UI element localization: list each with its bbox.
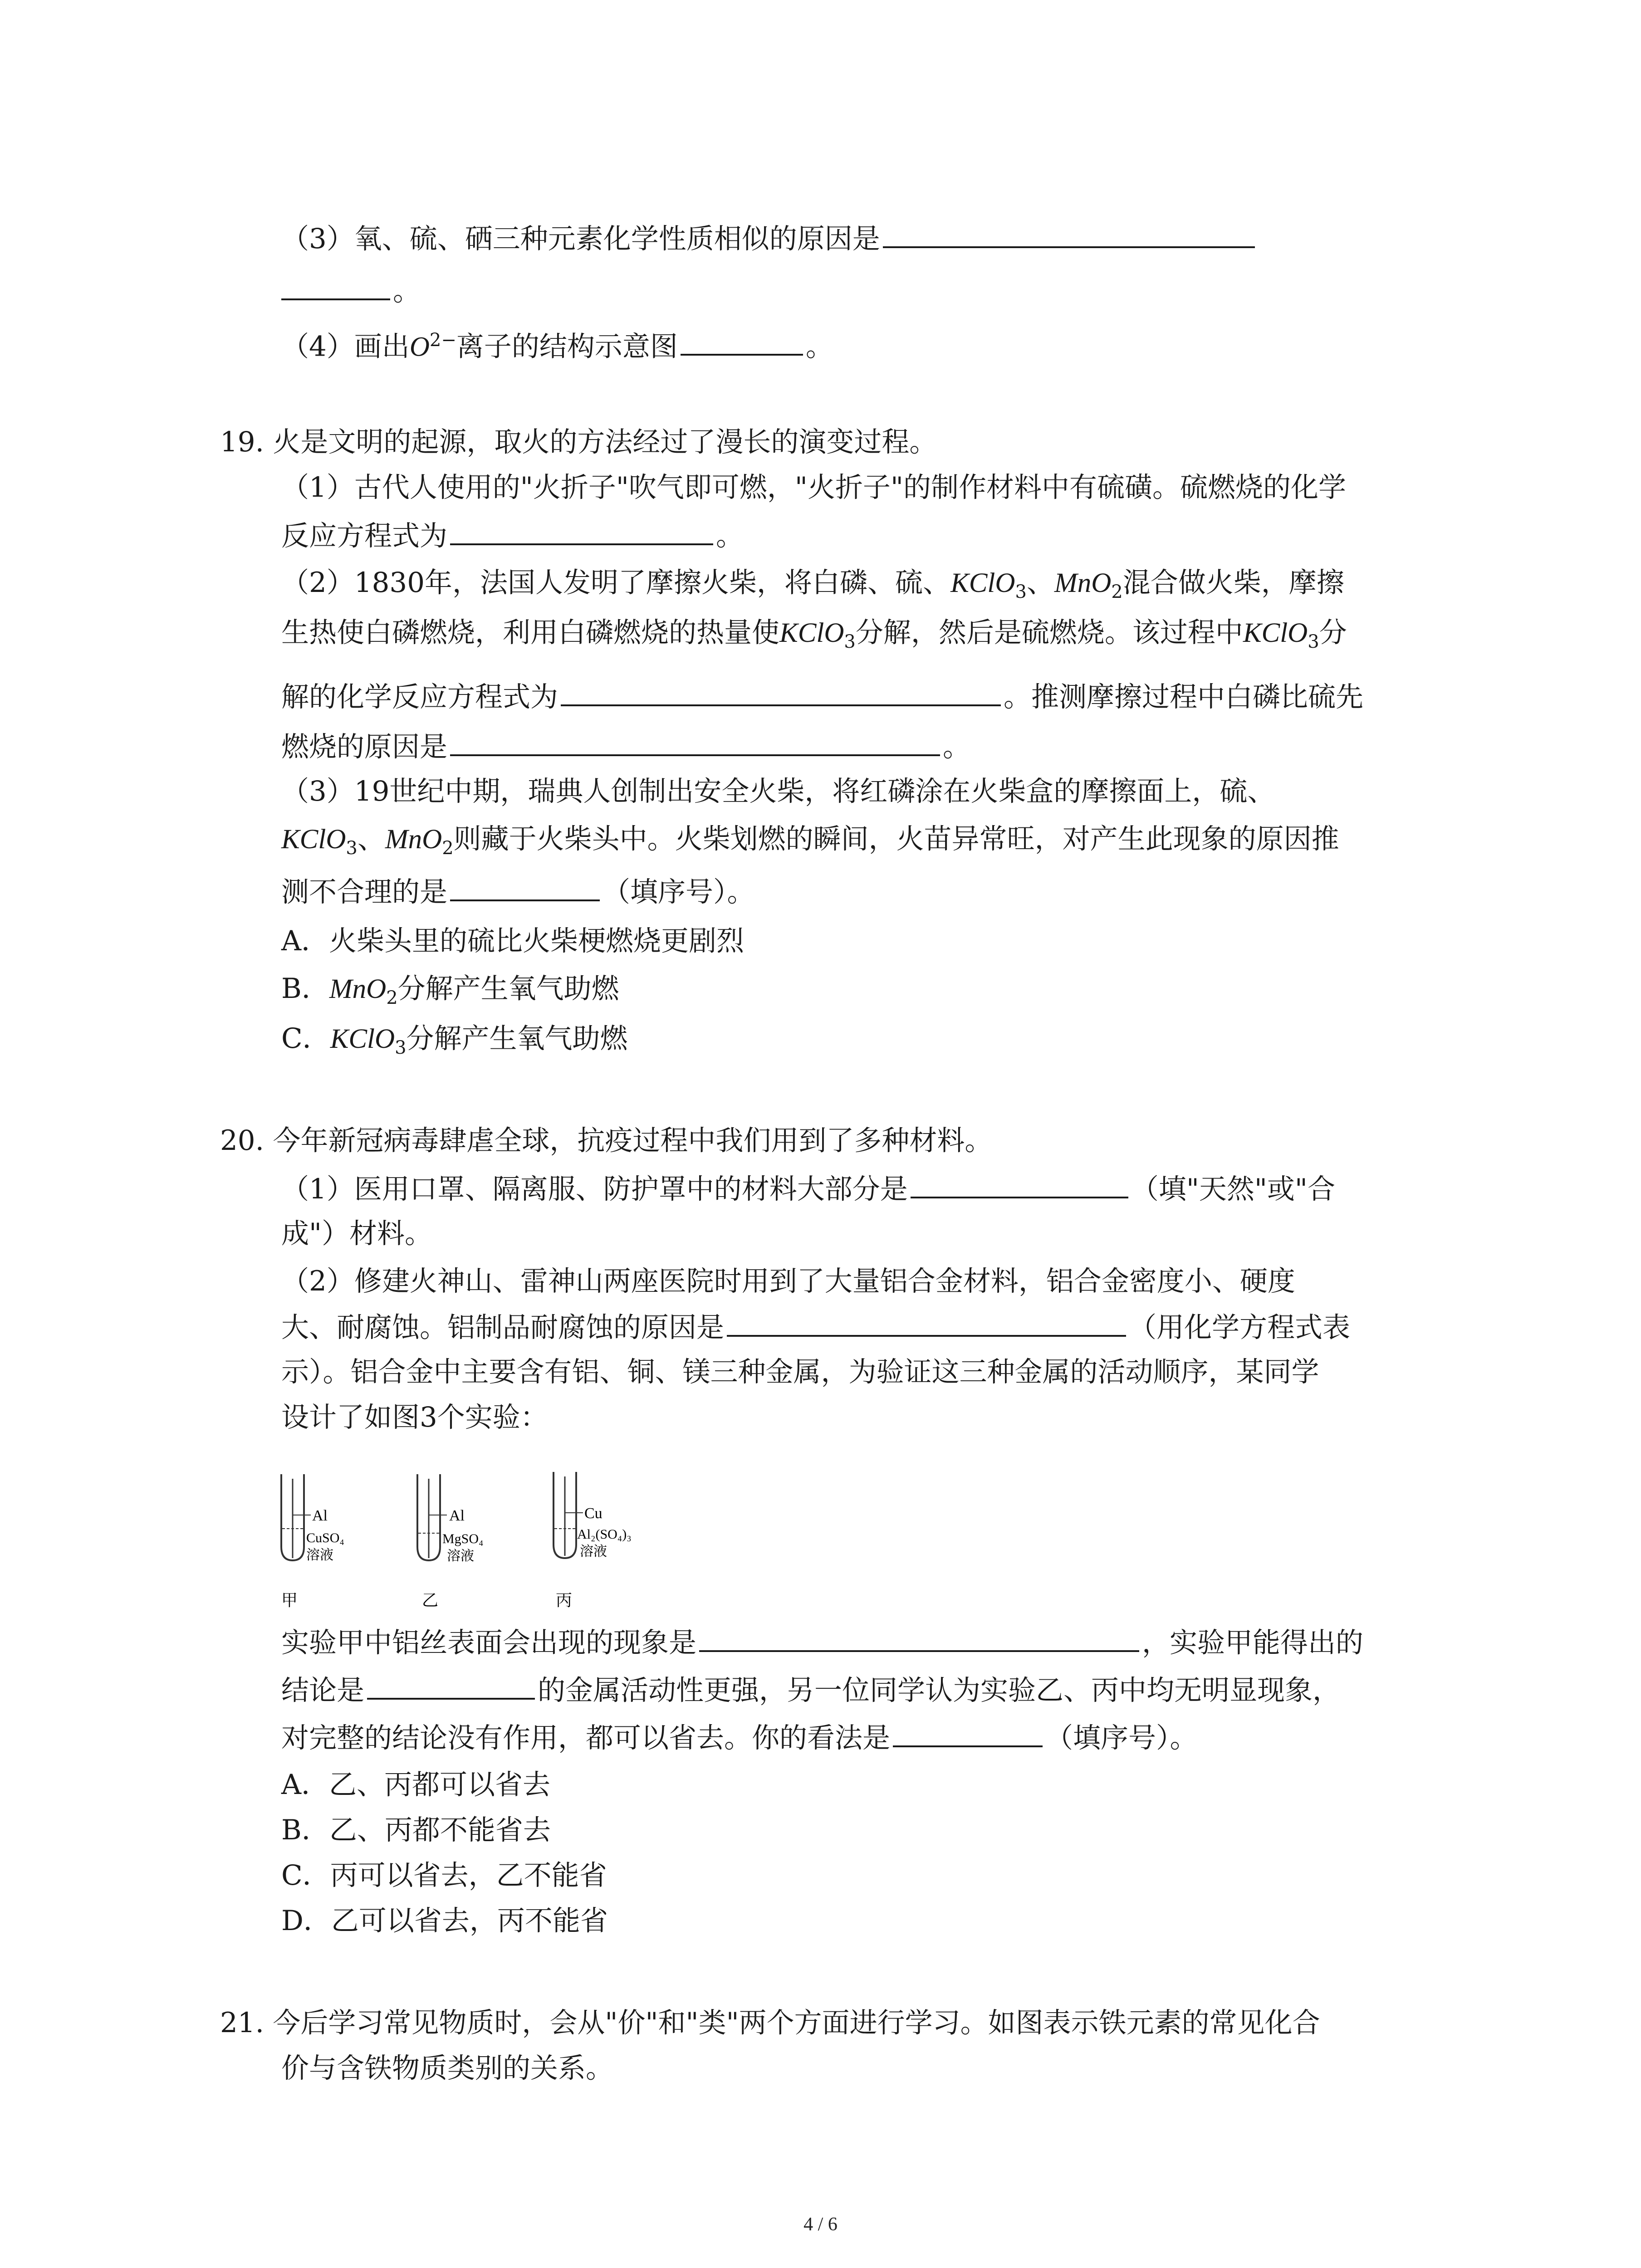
tube1-caption: 甲 <box>281 1591 298 1609</box>
q19-option-b: B．MnO$_2$分解产生氧气助燃 <box>281 973 619 1009</box>
q21-line2: 价与含铁物质类别的关系。 <box>281 2052 614 2084</box>
q21-line1: 21. 今后学习常见物质时，会从"价"和"类"两个方面进行学习。如图表示铁元素的常见化合 <box>220 2007 1320 2039</box>
q20-part3-line1: 实验甲中铝丝表面会出现的现象是 ，实验甲能得出的 <box>281 1624 1363 1661</box>
q20-part3-line2: 结论是 的金属活动性更强，另一位同学认为实验乙、丙中均无明显现象， <box>281 1672 1340 1709</box>
q20-part2-line1: （2）修建火神山、雷神山两座医院时用到了大量铝合金材料，铝合金密度小、硬度 <box>281 1265 1295 1297</box>
answer-blank[interactable] <box>883 220 1255 248</box>
tube2-solution-suffix: 溶液 <box>447 1549 474 1564</box>
q18-part3-line1: （3）氧、硫、硒三种元素化学性质相似的原因是 <box>281 220 1258 257</box>
q19-part3-line1: （3）19世纪中期，瑞典人创制出安全火柴，将红磷涂在火柴盒的摩擦面上，硫、 <box>281 775 1275 807</box>
test-tube-jia <box>281 1474 344 1609</box>
q20-option-b: B．乙、丙都不能省去 <box>281 1814 551 1846</box>
q20-option-c: C．丙可以省去，乙不能省 <box>281 1859 607 1892</box>
q19-option-c: C．KClO$_3$分解产生氧气助燃 <box>281 1022 628 1059</box>
answer-blank[interactable] <box>450 728 940 756</box>
q19-part1-line1: （1）古代人使用的"火折子"吹气即可燃，"火折子"的制作材料中有硫磺。硫燃烧的化学 <box>281 471 1347 503</box>
tube3-solution-label: Al₂(SO₄)₃ <box>577 1527 632 1542</box>
tube2-caption: 乙 <box>422 1591 439 1609</box>
q20-part1-line1: （1）医用口罩、隔离服、防护罩中的材料大部分是 （填"天然"或"合 <box>281 1170 1335 1207</box>
tube3-caption: 丙 <box>556 1591 573 1609</box>
answer-blank[interactable] <box>450 873 600 901</box>
q20-part2-line4: 设计了如图3个实验： <box>281 1401 548 1433</box>
answer-blank[interactable] <box>367 1672 535 1700</box>
test-tube-yi <box>417 1474 483 1609</box>
answer-blank[interactable] <box>893 1719 1043 1747</box>
answer-blank[interactable] <box>911 1170 1128 1198</box>
q20-option-d: D．乙可以省去，丙不能省 <box>281 1905 608 1937</box>
q19-part2-line2: 生热使白磷燃烧，利用白磷燃烧的热量使KClO$_3$分解，然后是硫燃烧。该过程中KClO$_3$分 <box>281 616 1347 653</box>
answer-blank[interactable] <box>681 327 803 356</box>
q20-part3-line3: 对完整的结论没有作用，都可以省去。你的看法是 （填序号）。 <box>281 1719 1198 1756</box>
test-tube-bing <box>554 1472 632 1609</box>
answer-blank[interactable] <box>699 1624 1139 1652</box>
tube1-metal-label: Al <box>312 1507 328 1524</box>
answer-blank[interactable] <box>561 678 1001 706</box>
q18-part3-line2: 。 <box>281 272 421 309</box>
q19-intro: 19. 火是文明的起源，取火的方法经过了漫长的演变过程。 <box>220 426 937 458</box>
tube3-solution-suffix: 溶液 <box>580 1544 607 1559</box>
answer-blank[interactable] <box>727 1309 1126 1337</box>
q19-part1-line2: 反应方程式为 。 <box>281 517 744 554</box>
q19-part2-line1: （2）1830年，法国人发明了摩擦火柴，将白磷、硫、KClO$_3$、MnO$_2$混合做火柴，摩擦 <box>281 567 1344 603</box>
q19-part3-line3: 测不合理的是 （填序号）。 <box>281 873 755 910</box>
tube3-metal-label: Cu <box>584 1505 603 1522</box>
page-number: 4 / 6 <box>803 2214 838 2235</box>
answer-blank[interactable] <box>450 517 713 545</box>
q20-option-a: A．乙、丙都可以省去 <box>281 1769 551 1801</box>
q20-intro: 20. 今年新冠病毒肆虐全球，抗疫过程中我们用到了多种材料。 <box>220 1124 993 1157</box>
q20-part2-line3: 示）。铝合金中主要含有铝、铜、镁三种金属，为验证这三种金属的活动顺序，某同学 <box>281 1356 1319 1388</box>
test-tube-figure <box>272 1470 681 1619</box>
tube2-metal-label: Al <box>449 1507 465 1524</box>
answer-blank[interactable] <box>281 272 390 300</box>
q19-part3-line2: KClO$_3$、MnO$_2$则藏于火柴头中。火柴划燃的瞬间，火苗异常旺，对产生此现象的原因推 <box>281 823 1339 859</box>
q20-part1-line2: 成"）材料。 <box>281 1217 433 1250</box>
q20-part2-line2: 大、耐腐蚀。铝制品耐腐蚀的原因是 （用化学方程式表 <box>281 1309 1350 1346</box>
q19-part2-line4: 燃烧的原因是 。 <box>281 728 970 765</box>
tube1-solution-label: CuSO₄ <box>306 1530 344 1545</box>
tube1-solution-suffix: 溶液 <box>306 1548 333 1563</box>
q19-part2-line3: 解的化学反应方程式为 。推测摩擦过程中白磷比硫先 <box>281 678 1363 715</box>
q18-part4: （4）画出$O^{2-}$离子的结构示意图 。 <box>281 322 833 365</box>
tube2-solution-label: MgSO₄ <box>442 1531 484 1546</box>
q19-option-a: A．火柴头里的硫比火柴梗燃烧更剧烈 <box>281 925 745 957</box>
